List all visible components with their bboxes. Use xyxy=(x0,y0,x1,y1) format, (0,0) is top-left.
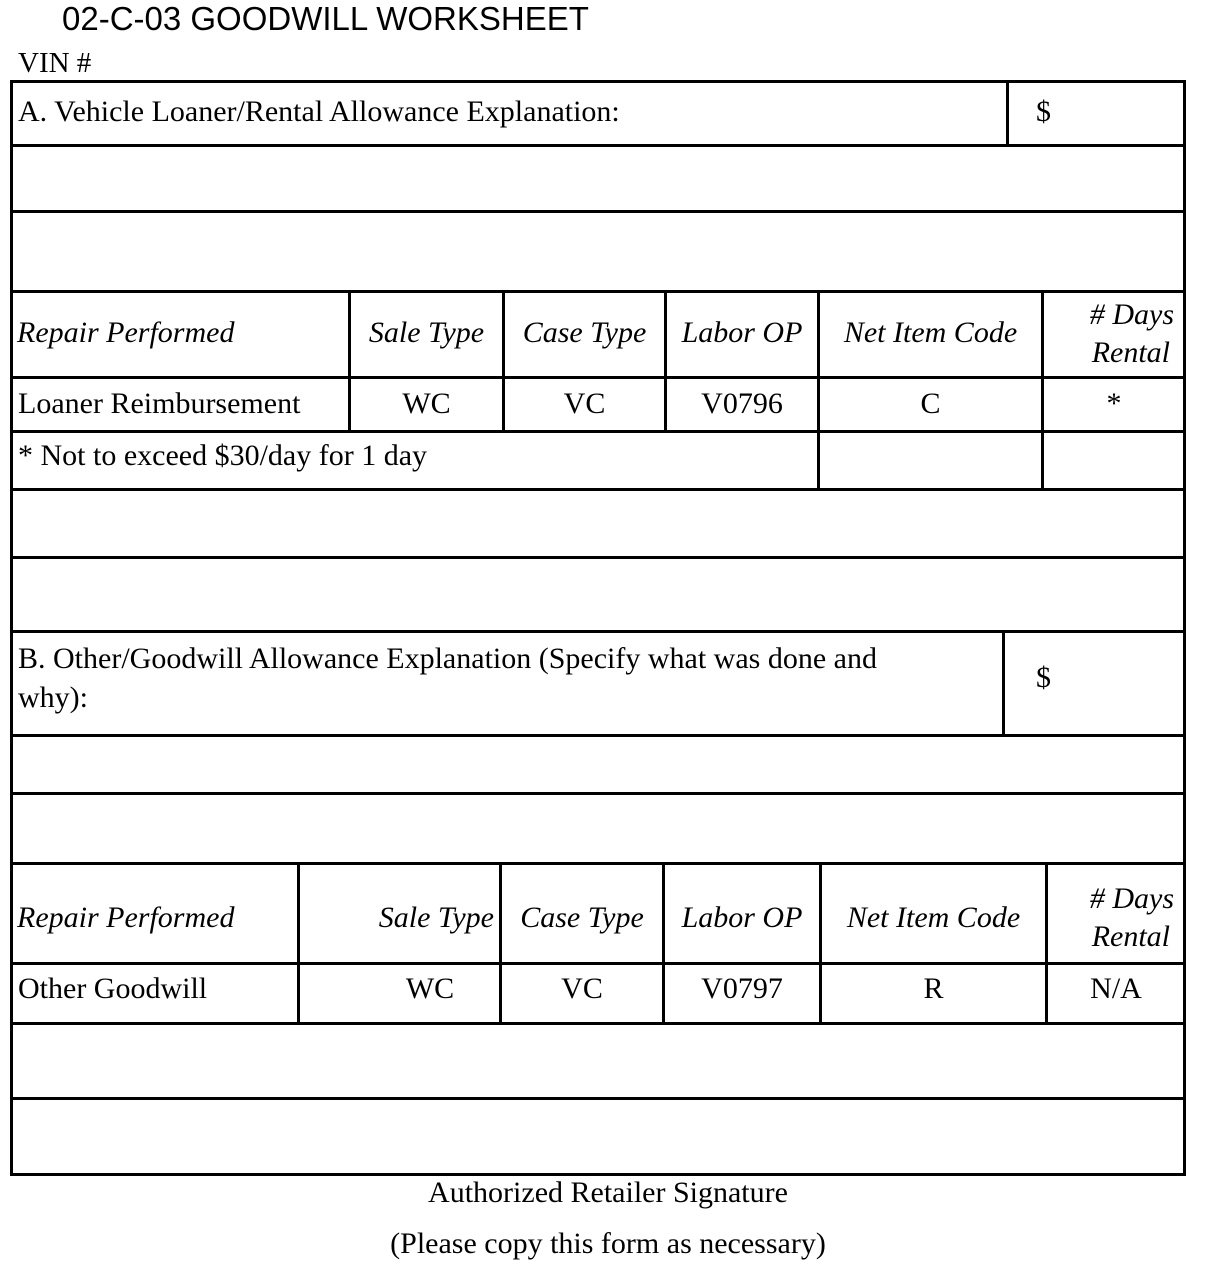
section-b-explanation-label: why): xyxy=(18,681,88,714)
column-header-days-rental: Rental xyxy=(1091,920,1170,953)
cell-net-item-code: R xyxy=(923,972,944,1005)
row-divider xyxy=(10,630,1186,633)
cell-labor-op: V0796 xyxy=(701,387,783,420)
column-header-days-rental: # Days xyxy=(1089,298,1174,331)
column-divider xyxy=(1002,630,1005,736)
row-divider xyxy=(10,488,1186,491)
row-divider xyxy=(10,290,1186,293)
row-divider xyxy=(10,556,1186,559)
section-a-explanation-label: A. Vehicle Loaner/Rental Allowance Explanation: xyxy=(18,95,620,128)
row-divider xyxy=(10,734,1186,737)
column-header-labor-op: Labor OP xyxy=(681,901,803,934)
form-title: 02-C-03 GOODWILL WORKSHEET xyxy=(62,0,589,37)
row-divider xyxy=(10,210,1186,213)
cell-net-item-code: C xyxy=(920,387,941,420)
section-a-note: * Not to exceed $30/day for 1 day xyxy=(18,439,428,472)
column-header-sale-type: Sale Type xyxy=(378,901,494,934)
column-header-sale-type: Sale Type xyxy=(368,316,485,349)
row-divider xyxy=(10,792,1186,795)
section-b-dollar-label: $ xyxy=(1036,661,1051,694)
column-divider xyxy=(1006,80,1009,146)
cell-labor-op: V0797 xyxy=(701,972,783,1005)
copy-note: (Please copy this form as necessary) xyxy=(390,1227,826,1260)
worksheet-table xyxy=(10,80,1186,1176)
column-header-net-item-code: Net Item Code xyxy=(846,901,1021,934)
cell-days-rental: N/A xyxy=(1090,972,1142,1005)
row-divider xyxy=(10,1097,1186,1100)
section-b-explanation-label: B. Other/Goodwill Allowance Explanation (Specify what was done and xyxy=(18,642,877,675)
cell-repair-performed: Other Goodwill xyxy=(18,972,208,1005)
section-a-dollar-label: $ xyxy=(1036,95,1051,128)
row-divider xyxy=(10,430,1186,433)
row-divider xyxy=(10,144,1186,147)
cell-days-rental: * xyxy=(1106,387,1122,420)
cell-case-type: VC xyxy=(561,972,603,1005)
column-divider xyxy=(297,862,300,1024)
column-header-days-rental: Rental xyxy=(1091,336,1170,369)
cell-sale-type: WC xyxy=(402,387,451,420)
cell-sale-type: WC xyxy=(405,972,455,1005)
column-header-repair-performed: Repair Performed xyxy=(17,316,235,349)
column-header-case-type: Case Type xyxy=(522,316,647,349)
row-divider xyxy=(10,376,1186,379)
cell-case-type: VC xyxy=(563,387,606,420)
cell-repair-performed: Loaner Reimbursement xyxy=(18,387,301,420)
column-header-repair-performed: Repair Performed xyxy=(17,901,235,934)
column-header-net-item-code: Net Item Code xyxy=(843,316,1018,349)
row-divider xyxy=(10,962,1186,965)
row-divider xyxy=(10,862,1186,865)
row-divider xyxy=(10,1022,1186,1025)
column-header-labor-op: Labor OP xyxy=(681,316,803,349)
column-header-days-rental: # Days xyxy=(1089,882,1174,915)
column-header-case-type: Case Type xyxy=(520,901,644,934)
vin-label: VIN # xyxy=(18,47,92,79)
signature-label: Authorized Retailer Signature xyxy=(428,1176,788,1209)
